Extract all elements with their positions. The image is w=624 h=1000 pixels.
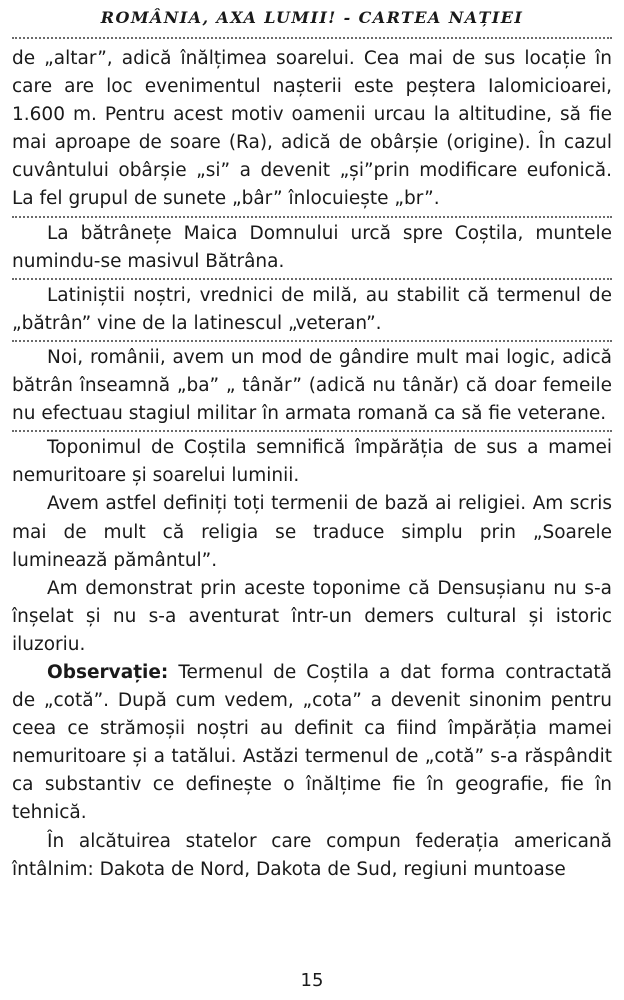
paragraph-text: Noi, românii, avem un mod de gândire mult mai logic, adică bătrân înseamnă „ba” „ tânăr” (adică nu tânăr) că doar femeile nu efectuau stagiul militar în armata romană ca să fie veterane.: [12, 346, 612, 425]
section-dotted-rule: [12, 430, 612, 432]
paragraph: [12, 220, 612, 276]
paragraph: [12, 490, 612, 574]
section-dotted-rule: [12, 340, 612, 342]
paragraph: [12, 828, 612, 884]
paragraph-text: Am demonstrat prin aceste toponime că Densușianu nu s-a înșelat și nu s-a aventurat într-un demers cultural și istoric iluzoriu.: [12, 577, 612, 655]
paragraph-text: La bătrânețe Maica Domnului urcă spre Coștila, muntele numindu-se masivul Bătrâna.: [12, 222, 612, 272]
paragraph-observation: [12, 659, 612, 828]
observation-lead: Observație:: [47, 661, 169, 683]
paragraph-text: Latiniștii noștri, vrednici de milă, au stabilit că termenul de „bătrân” vine de la latinescul „veteran”.: [12, 284, 612, 334]
paragraph-text: de „altar”, adică înălțimea soarelui. Cea mai de sus locație în care are loc evenimentul nașterii este peștera Ialomicioarei, 1.600 m. Pentru acest motiv oamenii urcau la altitudine, să fie mai aproape de soare (Ra), adică de obârșie (origine). În cazul cuvântului obârșie „si” a devenit „și”prin modificare eufonică. La fel grupul de sunete „bâr” înlocuiește „br”.: [12, 48, 612, 210]
header-dotted-rule: [12, 37, 612, 39]
paragraph: [12, 575, 612, 659]
running-header: ROMÂNIA, AXA LUMII! - CARTEA NAȚIEI: [100, 8, 524, 27]
section-dotted-rule: [12, 216, 612, 218]
paragraph: [12, 282, 612, 338]
paragraph-text: Avem astfel definiți toți termenii de bază ai religiei. Am scris mai de mult că religia se traduce simplu prin „Soarele luminează pământul”.: [12, 493, 612, 571]
paragraph-text: Termenul de Coștila a dat forma contractată de „cotă”. După cum vedem, „cota” a devenit sinonim pentru ceea ce strămoșii noștri au definit ca fiind împărăția mamei nemuritoare și a tatălui. Astăzi termenul de „cotă” s-a răspândit ca substantiv ce definește o înălțime fie în geografie, fie în tehnică.: [12, 661, 612, 824]
body-text: [12, 45, 612, 884]
paragraph-continued: [12, 45, 612, 214]
paragraph-text: Toponimul de Coștila semnifică împărăția de sus a mamei nemuritoare și soarelui luminii.: [12, 437, 612, 487]
page-number: 15: [300, 970, 324, 991]
paragraph-text: În alcătuirea statelor care compun federația americană întâlnim: Dakota de Nord, Dakota de Sud, regiuni muntoase: [12, 830, 612, 880]
paragraph: [12, 434, 612, 490]
paragraph: [12, 344, 612, 428]
section-dotted-rule: [12, 278, 612, 280]
